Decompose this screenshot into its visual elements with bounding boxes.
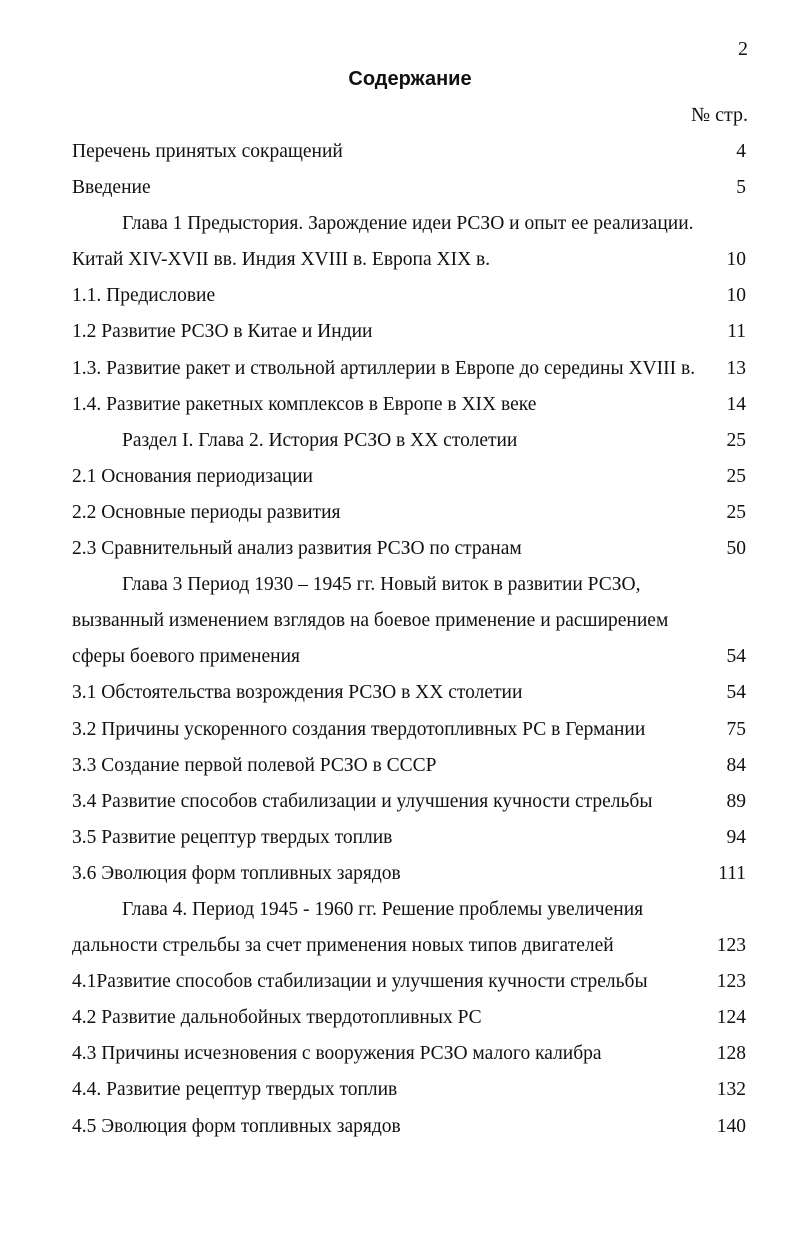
toc-entry-title: 1.4. Развитие ракетных комплексов в Европе в XIX веке	[72, 393, 537, 415]
toc-entry-title: 3.5 Развитие рецептур твердых топлив	[72, 826, 393, 848]
toc-entry-title: 4.5 Эволюция форм топливных зарядов	[72, 1115, 401, 1137]
toc-entry-page: 123	[716, 935, 746, 957]
toc-entry-title: вызванный изменением взглядов на боевое применение и расширением	[72, 610, 669, 632]
toc-entry-chapter-1-continued	[72, 242, 748, 278]
toc-entry-title: Китай XIV-XVII вв. Индия XVIII в. Европа XIX в.	[72, 249, 491, 271]
toc-entry-3-5	[72, 820, 748, 856]
toc-entry-title: 4.3 Причины исчезновения с вооружения РСЗО малого калибра	[72, 1043, 602, 1065]
toc-entry-title: 3.4 Развитие способов стабилизации и улучшения кучности стрельбы	[72, 790, 653, 812]
toc-entry-title: 3.1 Обстоятельства возрождения РСЗО в XX столетии	[72, 682, 523, 704]
toc-entry-title: Глава 3 Период 1930 – 1945 гг. Новый виток в развитии РСЗО,	[122, 574, 641, 596]
toc-entry-title: 2.3 Сравнительный анализ развития РСЗО по странам	[72, 538, 522, 560]
toc-entry-1-2	[72, 314, 748, 350]
toc-entry-title: Введение	[72, 177, 151, 199]
toc-entry-3-1	[72, 675, 748, 711]
toc-entry-2-2	[72, 495, 748, 531]
toc-entry-page: 25	[726, 429, 746, 451]
toc-entry-title: 1.3. Развитие ракет и ствольной артиллерии в Европе до середины XVIII в.	[72, 357, 696, 379]
toc-entry-page: 5	[736, 177, 746, 199]
toc-entry-page: 128	[716, 1043, 746, 1065]
toc-entry-title: 4.2 Развитие дальнобойных твердотопливных РС	[72, 1007, 482, 1029]
toc-entry-page: 124	[716, 1007, 746, 1029]
toc-entry-3-3	[72, 748, 748, 784]
toc-entry-title: 2.2 Основные периоды развития	[72, 501, 341, 523]
toc-entry-1-4	[72, 387, 748, 423]
toc-entry-page: 10	[726, 285, 746, 307]
toc-entry-chapter-4-heading	[72, 892, 748, 928]
toc-entry-chapter-1-heading	[72, 206, 748, 242]
toc-entry-title: 1.1. Предисловие	[72, 285, 216, 307]
toc-entry-title: 3.2 Причины ускоренного создания твердотопливных РС в Германии	[72, 718, 646, 740]
toc-entry-4-4	[72, 1072, 748, 1108]
toc-entry-title: 4.4. Развитие рецептур твердых топлив	[72, 1079, 398, 1101]
toc-entry-page: 14	[726, 393, 746, 415]
toc-entry-title: 2.1 Основания периодизации	[72, 465, 313, 487]
toc-entry-4-1	[72, 964, 748, 1000]
toc-entry-page: 75	[726, 718, 746, 740]
toc-entry-2-3	[72, 531, 748, 567]
toc-entry-page: 140	[716, 1115, 746, 1137]
toc-entry-2-1	[72, 459, 748, 495]
toc-entry-introduction	[72, 170, 748, 206]
toc-entry-page: 111	[718, 862, 746, 884]
toc-entry-page: 25	[726, 465, 746, 487]
toc-entry-page: 11	[727, 321, 746, 343]
toc-entry-title: 3.3 Создание первой полевой РСЗО в СССР	[72, 754, 437, 776]
toc-entry-page: 4	[736, 141, 746, 162]
toc-entry-title: дальности стрельбы за счет применения новых типов двигателей	[72, 935, 614, 957]
toc-entry-title: Раздел I. Глава 2. История РСЗО в XX столетии	[122, 429, 518, 451]
toc-entry-title: Перечень принятых сокращений	[72, 141, 343, 162]
toc-entry-title: 3.6 Эволюция форм топливных зарядов	[72, 862, 401, 884]
toc-entry-title: Глава 1 Предыстория. Зарождение идеи РСЗО и опыт ее реализации.	[122, 213, 694, 235]
toc-entry-page: 132	[716, 1079, 746, 1101]
toc-entry-4-3	[72, 1036, 748, 1072]
toc-entry-title: сферы боевого применения	[72, 646, 300, 668]
toc-entry-title: Глава 4. Период 1945 - 1960 гг. Решение проблемы увеличения	[122, 898, 644, 920]
toc-entry-3-6	[72, 856, 748, 892]
toc-entry-page: 54	[726, 646, 746, 668]
toc-entry-3-2	[72, 712, 748, 748]
table-of-contents	[72, 134, 748, 1145]
page-title: Содержание	[348, 68, 472, 90]
toc-entry-chapter-3-heading	[72, 567, 748, 603]
toc-entry-chapter-3-end	[72, 639, 748, 675]
toc-entry-page: 50	[726, 538, 746, 560]
toc-entry-page: 54	[726, 682, 746, 704]
toc-entry-4-5	[72, 1109, 748, 1145]
toc-entry-page: 84	[726, 754, 746, 776]
toc-entry-page: 94	[726, 826, 746, 848]
toc-entry-1-1	[72, 278, 748, 314]
toc-entry-page: 25	[726, 501, 746, 523]
toc-entry-page: 89	[726, 790, 746, 812]
toc-entry-title: 4.1Развитие способов стабилизации и улучшения кучности стрельбы	[72, 971, 648, 993]
toc-entry-chapter-2-heading	[72, 423, 748, 459]
toc-entry-abbreviations	[72, 134, 748, 170]
toc-entry-4-2	[72, 1000, 748, 1036]
toc-entry-page: 10	[726, 249, 746, 271]
toc-entry-3-4	[72, 784, 748, 820]
page-number: 2	[738, 38, 748, 60]
toc-entry-page: 123	[716, 971, 746, 993]
toc-entry-title: 1.2 Развитие РСЗО в Китае и Индии	[72, 321, 373, 343]
toc-entry-page: 13	[726, 357, 746, 379]
toc-entry-chapter-3-continued	[72, 603, 748, 639]
toc-entry-1-3	[72, 351, 748, 387]
page-column-header: № стр.	[691, 104, 748, 126]
toc-entry-chapter-4-continued	[72, 928, 748, 964]
